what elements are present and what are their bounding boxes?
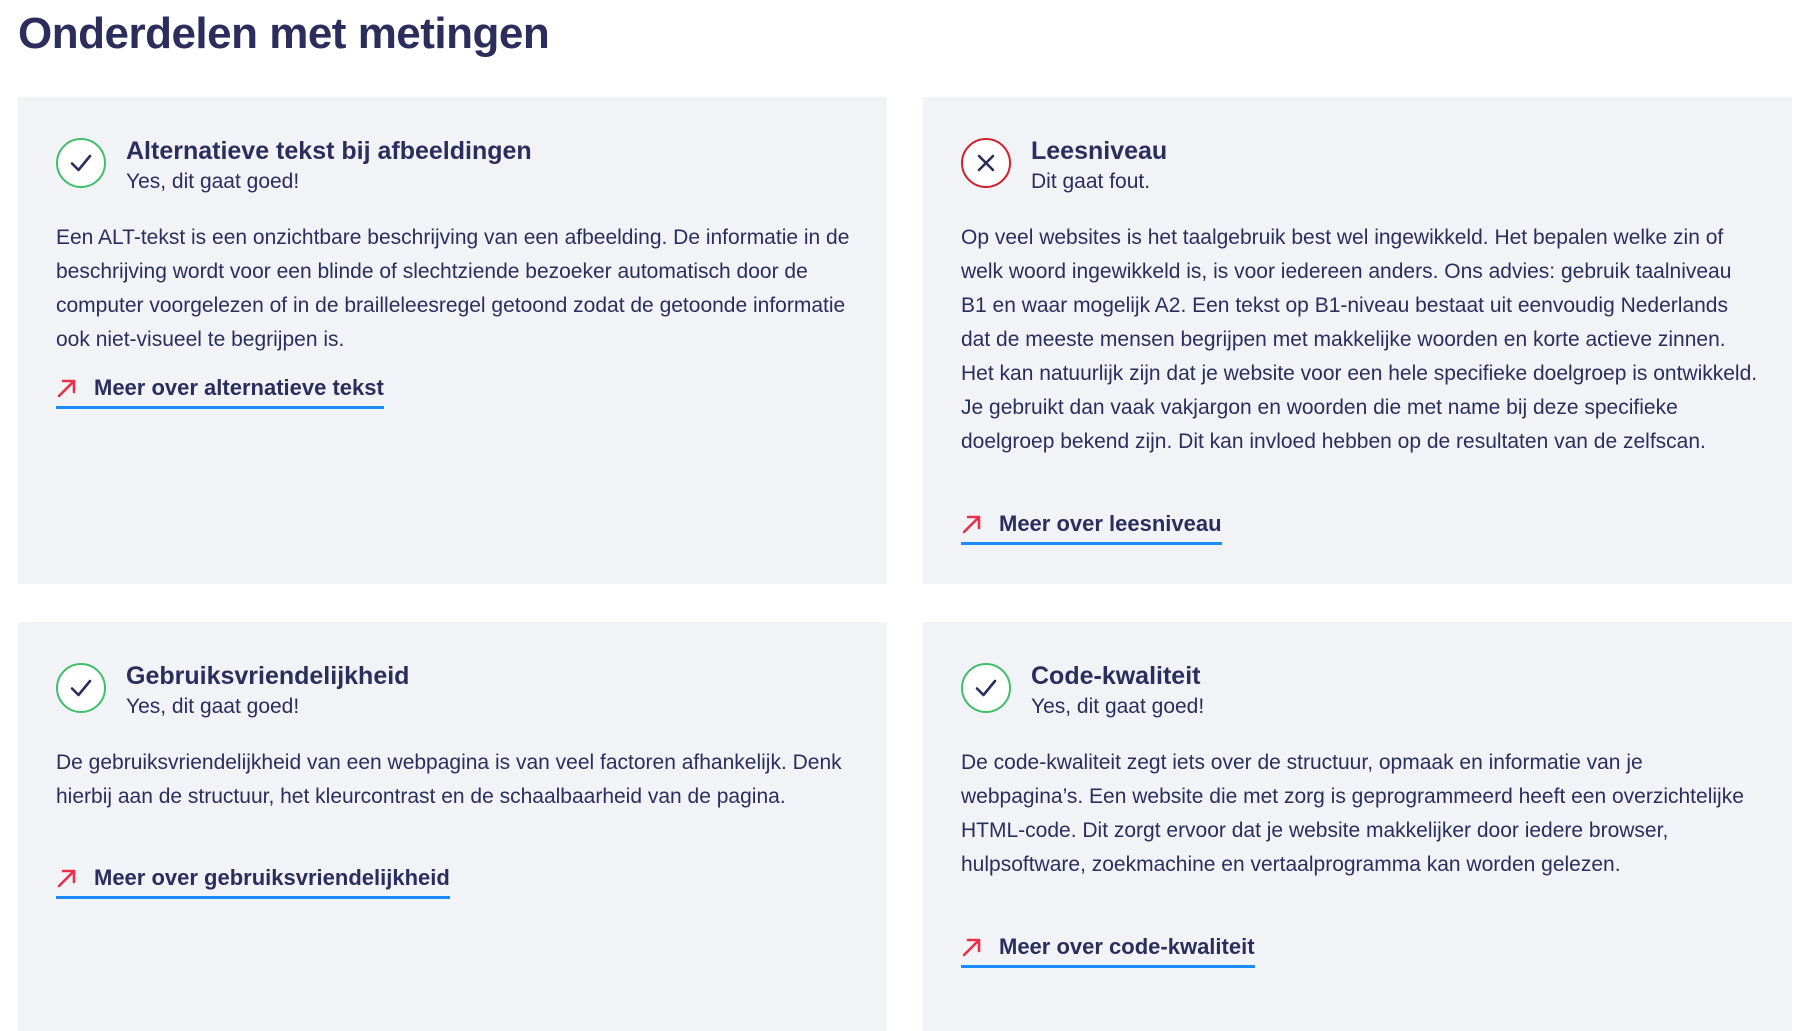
card-status: Yes, dit gaat goed!: [1031, 695, 1205, 718]
card-title: Alternatieve tekst bij afbeeldingen: [126, 137, 532, 165]
card-title: Leesniveau: [1031, 137, 1168, 165]
link-code-kwaliteit[interactable]: [961, 932, 1255, 968]
measurement-card-leesniveau: [923, 97, 1792, 584]
check-icon: [56, 663, 106, 713]
card-description: De code-kwaliteit zegt iets over de structuur, opmaak en informatie van je webpagina’s. Een website die met zorg is geprogrammeerd heeft een overzichtelijke HTML-code. Dit zorgt ervoor dat je website makkelijker door iedere browser, hulpsoftware, zoekmachine en vertaalprogramma kan worden gelezen.: [961, 751, 1744, 876]
card-description: Op veel websites is het taalgebruik best wel ingewikkeld. Het bepalen welke zin of welk woord ingewikkeld is, is voor iedereen anders. Ons advies: gebruik taalniveau B1 en waar mogelijk A2. Een tekst op B1-niveau bestaat uit eenvoudig Nederlands dat de meeste mensen begrijpen met makkelijke woorden en korte actieve zinnen. Het kan natuurlijk zijn dat je website voor een hele specifieke doelgroep is ontwikkeld. Je gebruikt dan vaak vakjargon en woorden die met name bij deze specifieke doelgroep bekend zijn. Dit kan invloed hebben op de resultaten van de zelfscan.: [961, 226, 1758, 453]
check-icon: [961, 663, 1011, 713]
arrow-up-right-icon: [56, 377, 78, 399]
card-title: Code-kwaliteit: [1031, 662, 1201, 690]
arrow-up-right-icon: [961, 936, 983, 958]
link-label: Meer over leesniveau: [999, 511, 1222, 536]
card-title: Gebruiksvriendelijkheid: [126, 662, 410, 690]
cross-icon: [961, 138, 1011, 188]
link-alternatieve-tekst[interactable]: [56, 373, 384, 409]
page-title: Onderdelen met metingen: [18, 9, 550, 58]
measurement-card-code-kwaliteit: [923, 622, 1792, 1031]
card-description: Een ALT-tekst is een onzichtbare beschrijving van een afbeelding. De informatie in de beschrijving wordt voor een blinde of slechtziende bezoeker automatisch door de computer voorgelezen of in de brailleleesregel getoond zodat de getoonde informatie ook niet-visueel te begrijpen is.: [56, 226, 850, 351]
card-status: Yes, dit gaat goed!: [126, 695, 300, 718]
link-label: Meer over code-kwaliteit: [999, 934, 1255, 959]
measurement-card-alt-text: [18, 97, 887, 584]
link-label: Meer over alternatieve tekst: [94, 375, 384, 400]
arrow-up-right-icon: [961, 513, 983, 535]
card-status: Yes, dit gaat goed!: [126, 170, 300, 193]
check-icon: [56, 138, 106, 188]
link-gebruiksvriendelijkheid[interactable]: [56, 863, 450, 899]
measurement-card-gebruiksvriendelijkheid: [18, 622, 887, 1031]
card-description: De gebruiksvriendelijkheid van een webpagina is van veel factoren afhankelijk. Denk hierbij aan de structuur, het kleurcontrast en de schaalbaarheid van de pagina.: [56, 751, 842, 808]
arrow-up-right-icon: [56, 867, 78, 889]
card-status: Dit gaat fout.: [1031, 170, 1151, 193]
link-leesniveau[interactable]: [961, 509, 1222, 545]
link-label: Meer over gebruiksvriendelijkheid: [94, 865, 450, 890]
